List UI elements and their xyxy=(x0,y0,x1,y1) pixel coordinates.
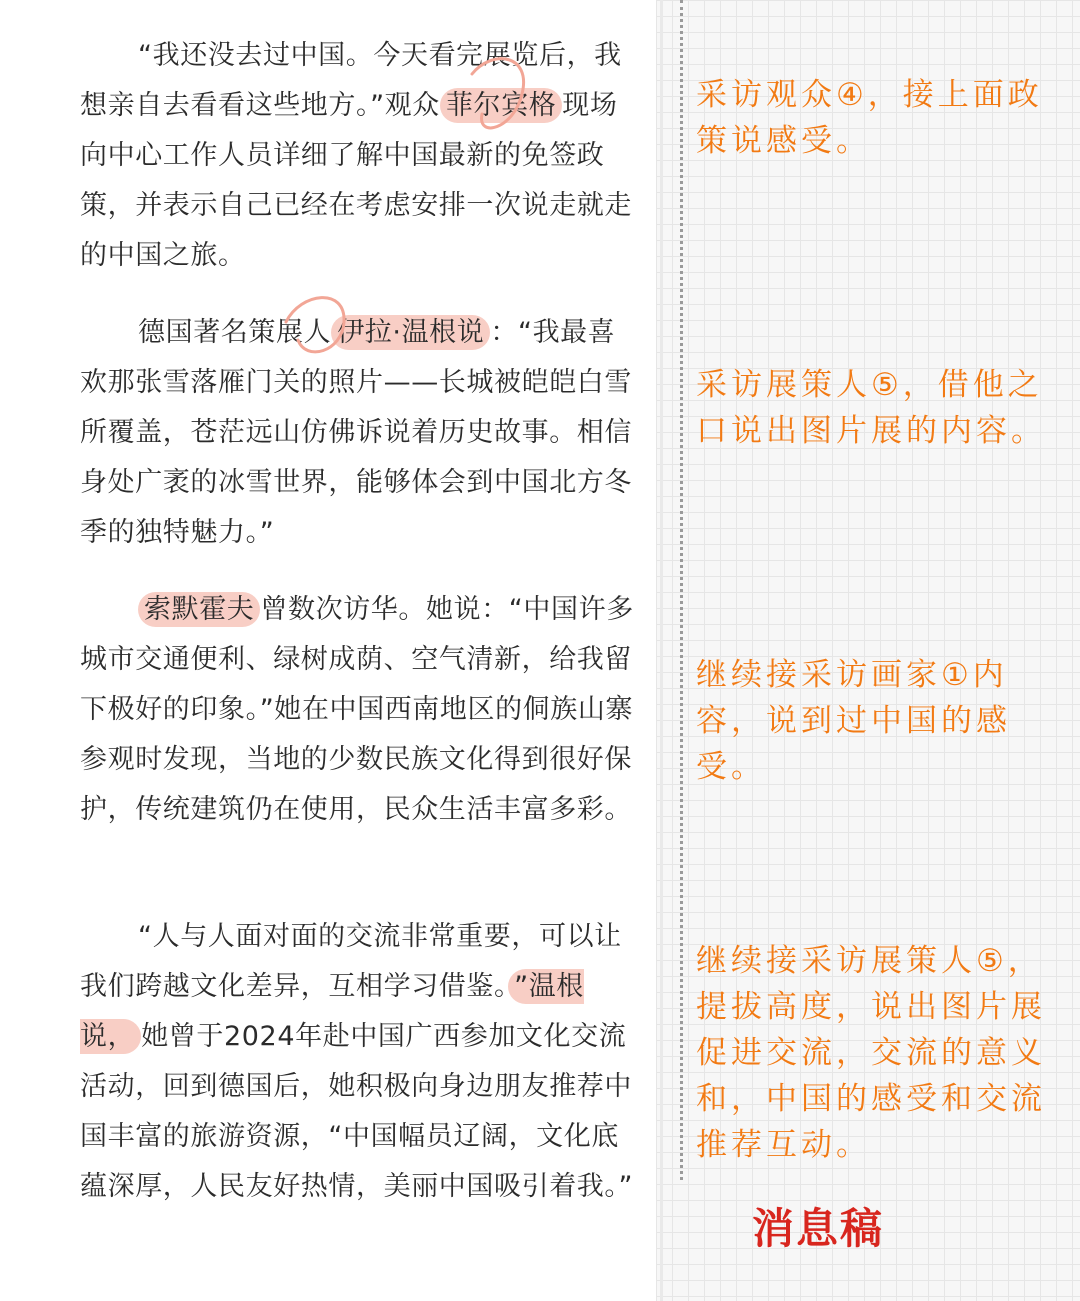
paragraph-3 xyxy=(80,585,636,835)
highlight-wengen-said: ”温根说， xyxy=(80,971,584,1052)
highlight-name-wengen: 伊拉·温根说 xyxy=(331,315,490,350)
p4-text-after: 她曾于2024年赴中国广西参加文化交流活动，回到德国后，她积极向身边朋友推荐中国丰富的旅游资源，“中国幅员辽阔，文化底蕴深厚，人民友好热情，美丽中国吸引着我。” xyxy=(80,1021,634,1202)
p1-text-after: 现场向中心工作人员详细了解中国最新的免签政策，并表示自己已经在考虑安排一次说走就走的中国之旅。 xyxy=(80,90,632,271)
annotation-note-3: 继续接采访画家①内容，说到过中国的感受。 xyxy=(696,657,1011,785)
annotation-note-4: 继续接采访展策人⑤，提拔高度，说出图片展促进交流，交流的意义和，中国的感受和交流推荐互动。 xyxy=(696,943,1046,1163)
dotted-margin-line xyxy=(680,0,683,1180)
news-draft-label: 消息稿 xyxy=(752,1204,885,1253)
annotation-note-2: 采访展策人⑤，借他之口说出图片展的内容。 xyxy=(696,367,1046,449)
p1-text-before: “我还没去过中国。今天看完展览后，我想亲自去看看这些地方。”观众 xyxy=(80,40,622,121)
annotation-note-1: 采访观众④，接上面政策说感受。 xyxy=(696,77,1043,159)
highlight-name-suomohuofu: 索默霍夫 xyxy=(138,592,260,627)
p4-text-before: “人与人面对面的交流非常重要，可以让我们跨越文化差异，互相学习借鉴。 xyxy=(80,921,622,1002)
paragraph-1 xyxy=(80,31,636,281)
paragraph-4 xyxy=(80,912,636,1212)
p3-text-after: 曾数次访华。她说：“中国许多城市交通便利、绿树成荫、空气清新，给我留下极好的印象。”她在中国西南地区的侗族山寨参观时发现，当地的少数民族文化得到很好保护，传统建筑仍在使用，民众生活丰富多彩。 xyxy=(80,594,634,825)
divider xyxy=(660,0,663,1301)
paragraph-2 xyxy=(80,308,636,558)
p2-text-before: 德国著名策展人 xyxy=(138,317,332,348)
p2-text-after: ：“我最喜欢那张雪落雁门关的照片——长城被皑皑白雪所覆盖，苍茫远山仿佛诉说着历史故事。相信身处广袤的冰雪世界，能够体会到中国北方冬季的独特魅力。” xyxy=(80,317,632,548)
highlight-name-feierbinge: 菲尔宾格 xyxy=(440,88,562,123)
